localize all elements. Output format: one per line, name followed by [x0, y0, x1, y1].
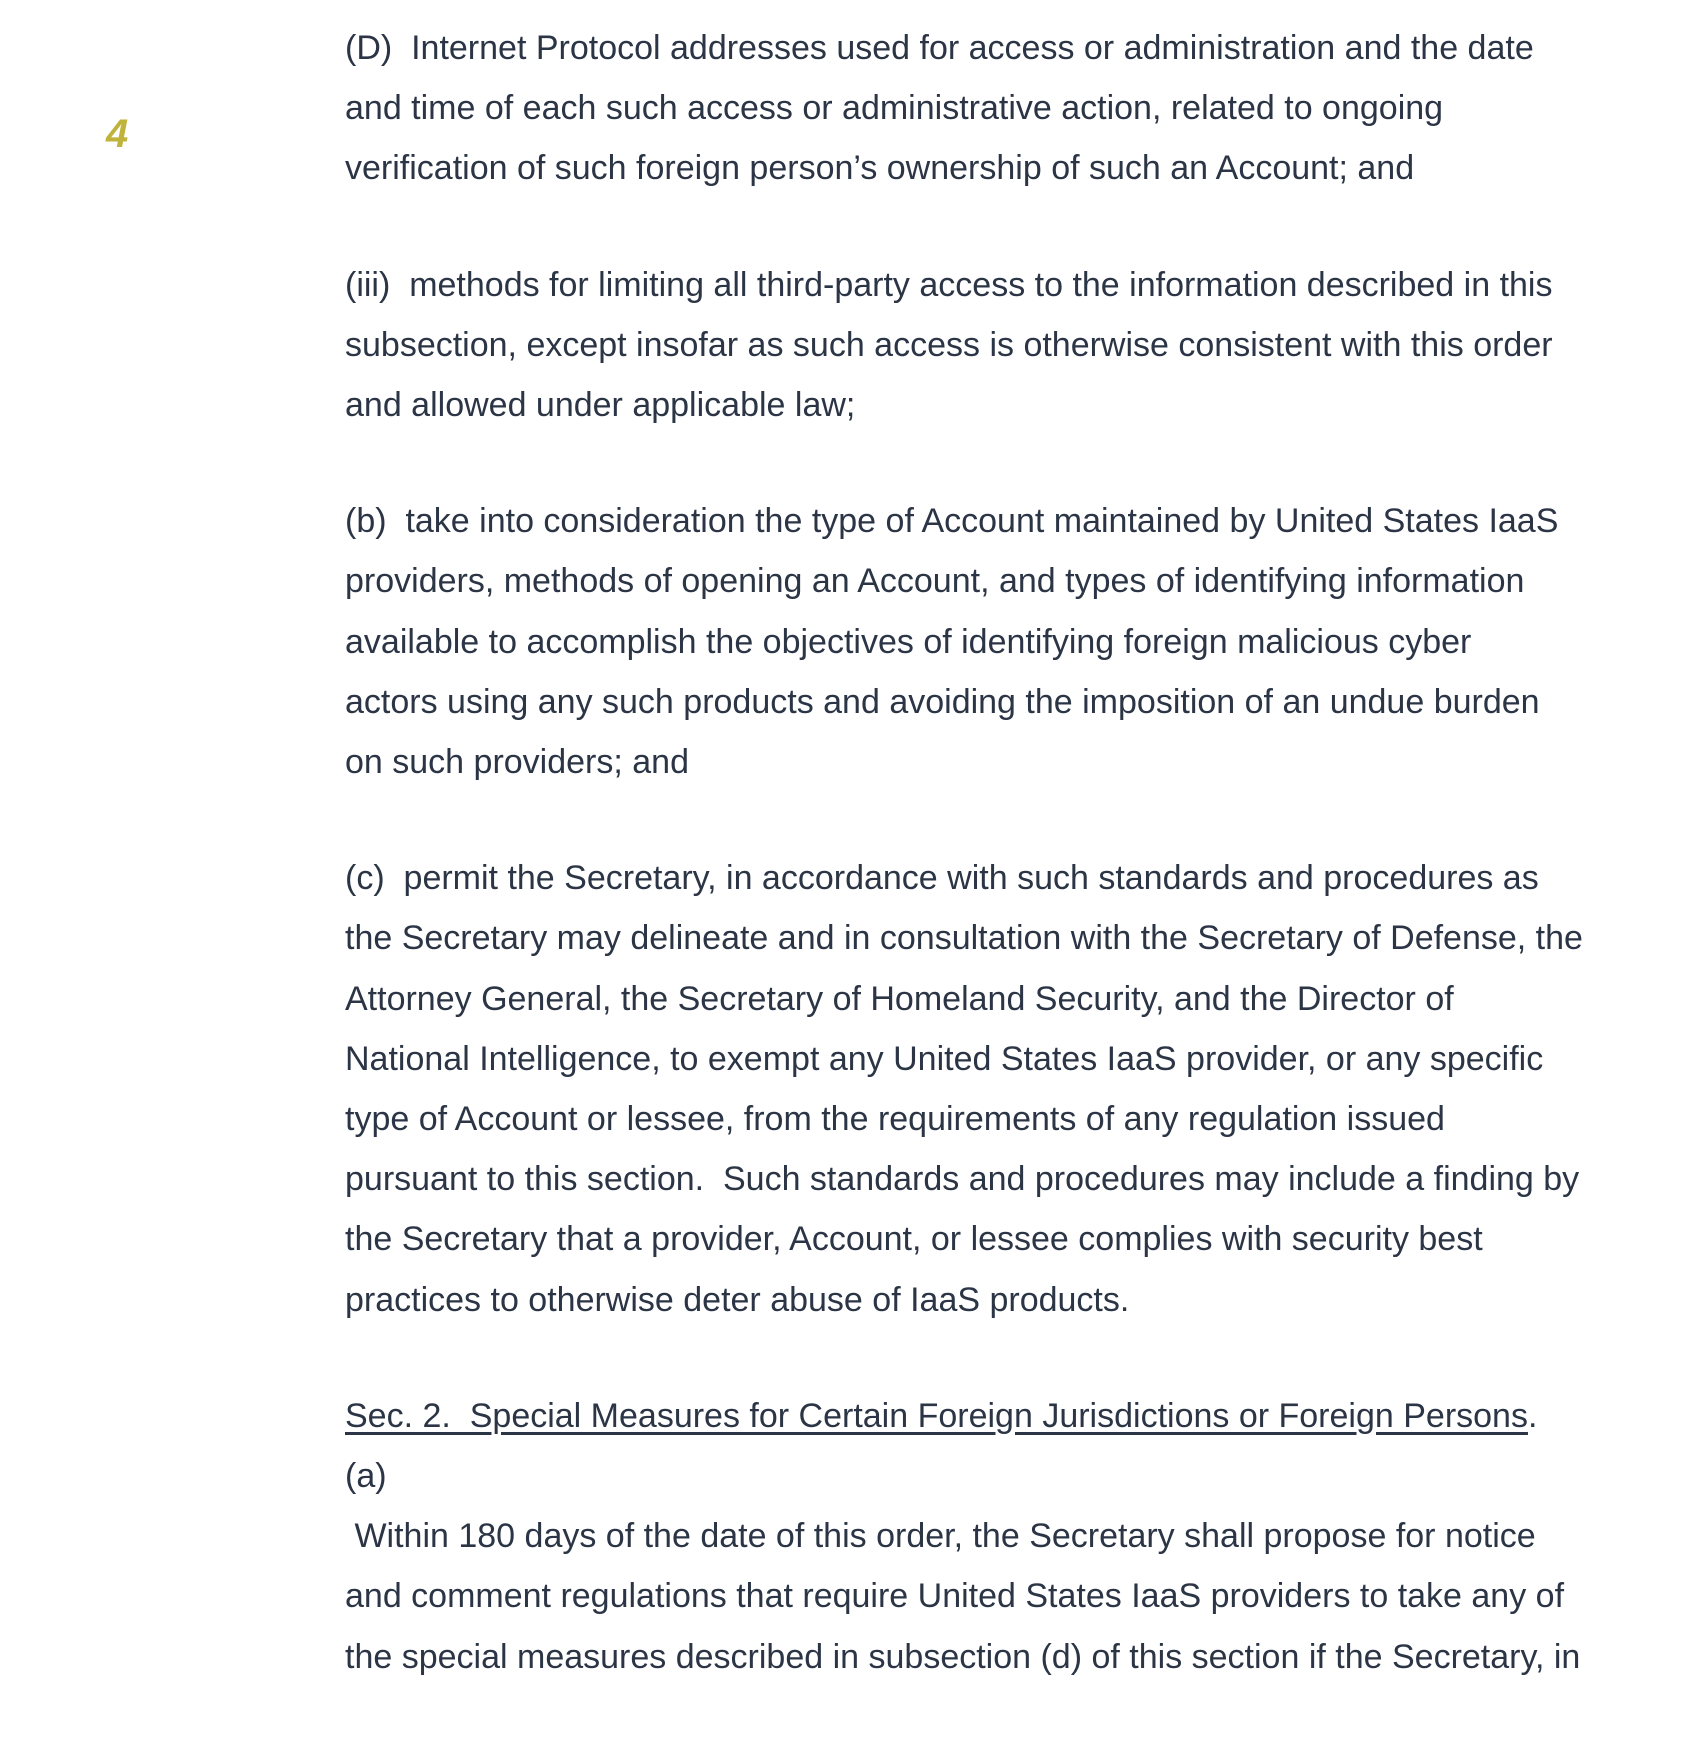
paragraph-c-exemptions: (c) permit the Secretary, in accordance with such standards and procedures as the Secretary may delineate and in consultation with the Secretary of Defense, the Attorney General, the Secretary of Homeland Security, and the Director of National Intelligence, to exempt any United States IaaS provider, or any specific type of Account or lessee, from the requirements of any regulation issued pursuant to this section. Such standards and procedures may include a finding by the Secretary that a provider, Account, or lessee complies with security best practices to otherwise deter abuse of IaaS products. [345, 859, 1583, 1319]
page-number-marker: 4 [106, 112, 129, 156]
paragraph-d-ip-addresses: (D) Internet Protocol addresses used for access or administration and the date and time of each such access or administrative action, related to ongoing verification of such foreign person’s ownership of such an Account; and [345, 29, 1534, 188]
section-2-paragraph [345, 1386, 1595, 1687]
paragraph-iii-third-party-access: (iii) methods for limiting all third-party access to the information described in this subsection, except insofar as such access is otherwise consistent with this order and allowed under applicable law; [345, 265, 1553, 425]
document-body [345, 18, 1595, 1743]
section-2-text: . (a) Within 180 days of the date of this order, the Secretary shall propose for notice and comment regulations that require United States IaaS providers to take any of the special measures described in subsection (d) of this section if the Secretary, in [345, 1396, 1581, 1676]
paragraph-b-account-types: (b) take into consideration the type of Account maintained by United States IaaS providers, methods of opening an Account, and types of identifying information available to accomplish the objectives of identifying foreign malicious cyber actors using any such products and avoiding the imposition of an undue burden on such providers; and [345, 502, 1559, 782]
section-2-heading: Sec. 2. Special Measures for Certain Foreign Jurisdictions or Foreign Persons [345, 1396, 1528, 1435]
